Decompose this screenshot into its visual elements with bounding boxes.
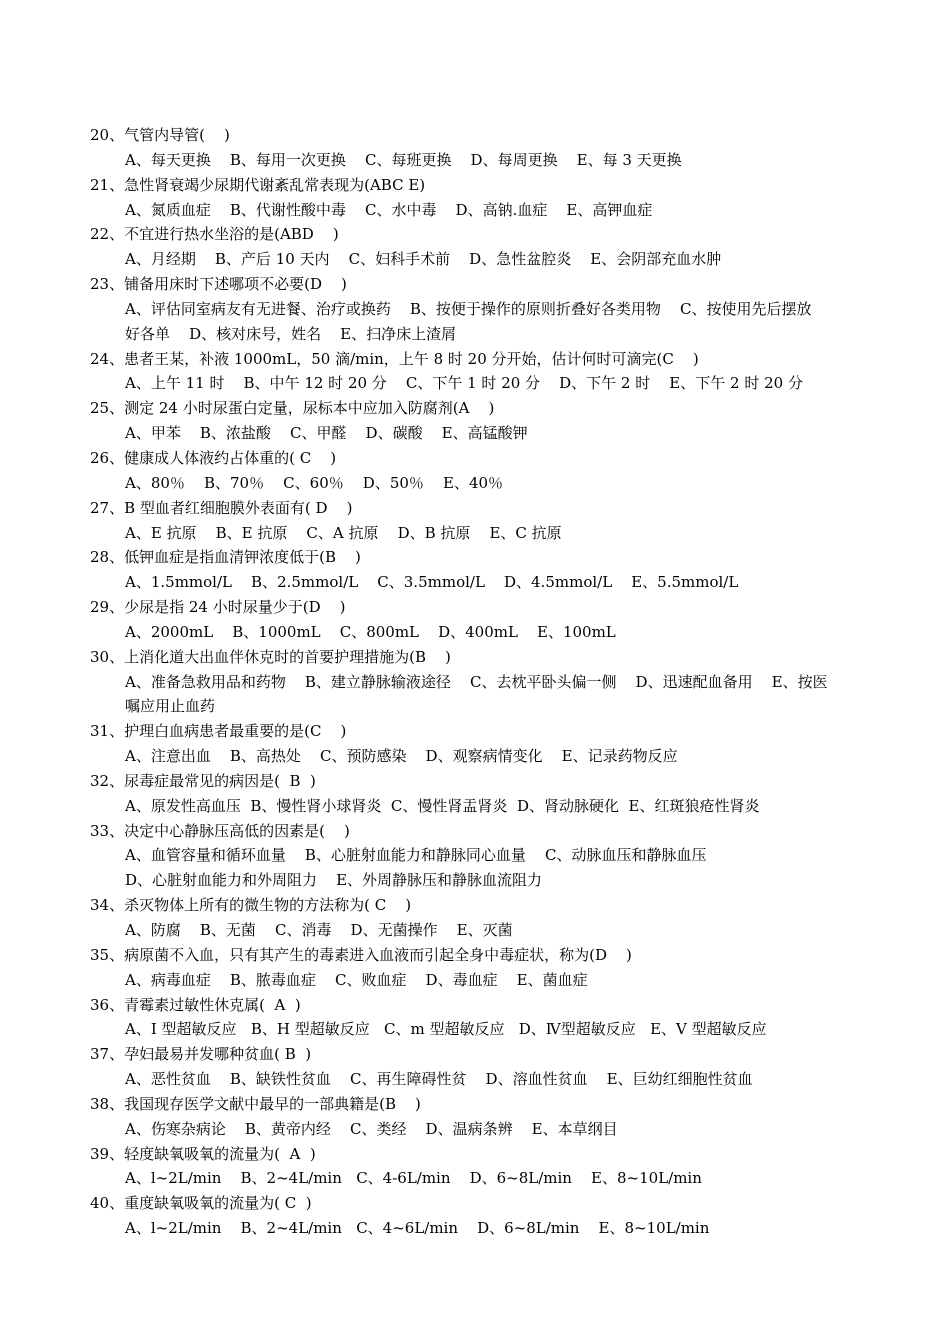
answer-options: A、评估同室病友有无进餐、治疗或换药 B、按便于操作的原则折叠好各类用物 C、按使用先后摆放 xyxy=(125,299,812,318)
answer-options: A、E 抗原 B、E 抗原 C、A 抗原 D、B 抗原 E、C 抗原 xyxy=(125,523,562,542)
answer-options: A、注意出血 B、高热处 C、预防感染 D、观察病情变化 E、记录药物反应 xyxy=(125,747,678,766)
question-text: 31、护理白血病患者最重要的是(C ) xyxy=(90,722,347,741)
question-text: 25、测定 24 小时尿蛋白定量，尿标本中应加入防腐剂(A ) xyxy=(90,399,495,418)
answer-options: A、甲苯 B、浓盐酸 C、甲醛 D、碳酸 E、高锰酸钾 xyxy=(125,424,528,443)
answer-options: A、80％ B、70％ C、60％ D、50％ E、40％ xyxy=(125,473,504,492)
question-text: 22、不宜进行热水坐浴的是(ABD ) xyxy=(90,225,339,244)
question-text: 35、病原菌不入血，只有其产生的毒素进入血液而引起全身中毒症状，称为(D ) xyxy=(90,945,632,964)
question-text: 21、急性肾衰竭少尿期代谢紊乱常表现为(ABC E) xyxy=(90,175,426,194)
answer-options: A、l~2L/min B、2~4L/min C、4-6L/min D、6~8L/min E、8~10L/min xyxy=(125,1169,702,1188)
question-text: 33、决定中心静脉压高低的因素是( ) xyxy=(90,821,350,840)
question-text: 40、重度缺氧吸氧的流量为( C ) xyxy=(90,1194,312,1213)
answer-options: A、病毒血症 B、脓毒血症 C、败血症 D、毒血症 E、菌血症 xyxy=(125,970,588,989)
question-list xyxy=(90,123,880,1241)
question-text: 36、青霉素过敏性休克属( A ) xyxy=(90,995,301,1014)
question-text: 37、孕妇最易并发哪种贫血( B ) xyxy=(90,1045,312,1064)
answer-options: A、血管容量和循环血量 B、心脏射血能力和静脉同心血量 C、动脉血压和静脉血压 xyxy=(125,846,707,865)
answer-options: 嘱应用止血药 xyxy=(125,697,216,716)
question-text: 30、上消化道大出血伴休克时的首要护理措施为(B ) xyxy=(90,647,451,666)
answer-options: A、原发性高血压 B、慢性肾小球肾炎 C、慢性肾盂肾炎 D、肾动脉硬化 E、红斑狼疮性肾炎 xyxy=(125,796,760,815)
answer-options: A、1.5mmol/L B、2.5mmol/L C、3.5mmol/L D、4.5mmol/L E、5.5mmol/L xyxy=(125,573,739,592)
answer-options: A、氮质血症 B、代谢性酸中毒 C、水中毒 D、高钠.血症 E、高钾血症 xyxy=(125,200,653,219)
question-text: 39、轻度缺氧吸氧的流量为( A ) xyxy=(90,1144,316,1163)
answer-options: A、每天更换 B、每用一次更换 C、每班更换 D、每周更换 E、每 3 天更换 xyxy=(125,150,682,169)
answer-options: A、防腐 B、无菌 C、消毒 D、无菌操作 E、灭菌 xyxy=(125,921,513,939)
answer-options: A、2000mL B、1000mL C、800mL D、400mL E、100mL xyxy=(125,622,616,641)
question-text: 20、气管内导管( ) xyxy=(90,126,230,144)
answer-options: 好各单 D、核对床号，姓名 E、扫净床上渣屑 xyxy=(125,324,457,343)
answer-options: A、上午 11 时 B、中午 12 时 20 分 C、下午 1 时 20 分 D、下午 2 时 E、下午 2 时 20 分 xyxy=(125,374,803,393)
question-text: 23、铺备用床时下述哪项不必要(D ) xyxy=(90,275,347,294)
answer-options: A、l~2L/min B、2~4L/min C、4~6L/min D、6~8L/min E、8~10L/min xyxy=(125,1219,710,1238)
answer-options: A、伤寒杂病论 B、黄帝内经 C、类经 D、温病条辨 E、本草纲目 xyxy=(125,1119,618,1138)
question-text: 28、低钾血症是指血清钾浓度低于(B ) xyxy=(90,548,361,567)
question-text: 27、B 型血者红细胞膜外表面有( D ) xyxy=(90,498,353,517)
question-text: 38、我国现存医学文献中最早的一部典籍是(B ) xyxy=(90,1094,421,1113)
question-text: 32、尿毒症最常见的病因是( B ) xyxy=(90,771,316,790)
answer-options: A、I 型超敏反应 B、H 型超敏反应 C、m 型超敏反应 D、Ⅳ型超敏反应 E、V 型超敏反应 xyxy=(125,1020,767,1039)
question-text: 24、患者王某，补液 1000mL，50 滴/min，上午 8 时 20 分开始，估计何时可滴完(C ) xyxy=(90,349,699,368)
question-text: 34、杀灭物体上所有的微生物的方法称为( C ) xyxy=(90,896,412,915)
answer-options: D、心脏射血能力和外周阻力 E、外周静脉压和静脉血流阻力 xyxy=(125,871,543,890)
answer-options: A、准备急救用品和药物 B、建立静脉输液途径 C、去枕平卧头偏一侧 D、迅速配血备用 E、按医 xyxy=(125,672,828,691)
question-text: 26、健康成人体液约占体重的( C ) xyxy=(90,448,337,467)
question-text: 29、少尿是指 24 小时尿量少于(D ) xyxy=(90,598,346,617)
answer-options: A、月经期 B、产后 10 天内 C、妇科手术前 D、急性盆腔炎 E、会阴部充血水肿 xyxy=(125,250,722,269)
answer-options: A、恶性贫血 B、缺铁性贫血 C、再生障碍性贫 D、溶血性贫血 E、巨幼红细胞性贫血 xyxy=(125,1070,753,1089)
